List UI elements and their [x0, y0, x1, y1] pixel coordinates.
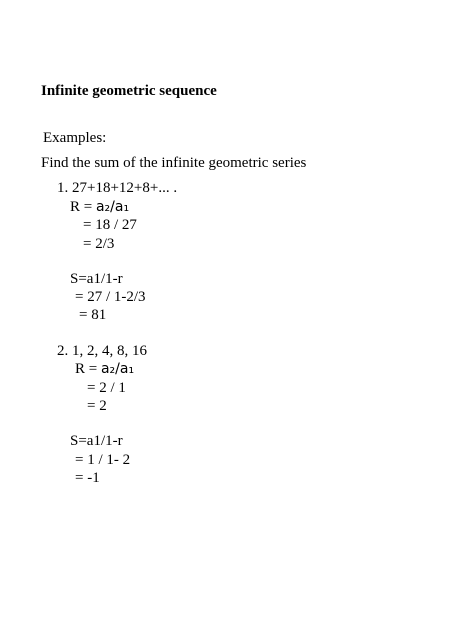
example-2-sum-step-2: = -1	[75, 470, 100, 486]
example-1-ratio-rhs: a₂/a₁	[95, 199, 130, 215]
example-2-sum-formula: S=a1/1-r	[70, 433, 123, 449]
example-1-ratio-lhs: R =	[70, 199, 96, 215]
document-title: Infinite geometric sequence	[41, 83, 217, 99]
example-2-sum-step-1: = 1 / 1- 2	[75, 452, 131, 468]
instruction-text: Find the sum of the infinite geometric series	[41, 155, 307, 171]
example-2-ratio-step-1: = 2 / 1	[87, 380, 126, 396]
example-2-ratio-rhs: a₂/a₁	[100, 361, 135, 377]
example-1-sum-formula: S=a1/1-r	[70, 271, 123, 287]
example-1-ratio-step-1: = 18 / 27	[83, 217, 137, 233]
example-2-ratio	[75, 360, 134, 378]
example-1-series: 1. 27+18+12+8+... .	[57, 180, 178, 196]
example-1-ratio-step-2: = 2/3	[83, 236, 115, 252]
example-2-ratio-step-2: = 2	[87, 398, 107, 414]
example-1-ratio	[70, 198, 129, 216]
examples-label: Examples:	[43, 130, 107, 146]
example-2-series: 2. 1, 2, 4, 8, 16	[57, 343, 147, 359]
example-2-ratio-lhs: R =	[75, 361, 101, 377]
example-1-sum-step-1: = 27 / 1-2/3	[75, 289, 146, 305]
example-1-sum-step-2: = 81	[79, 307, 107, 323]
